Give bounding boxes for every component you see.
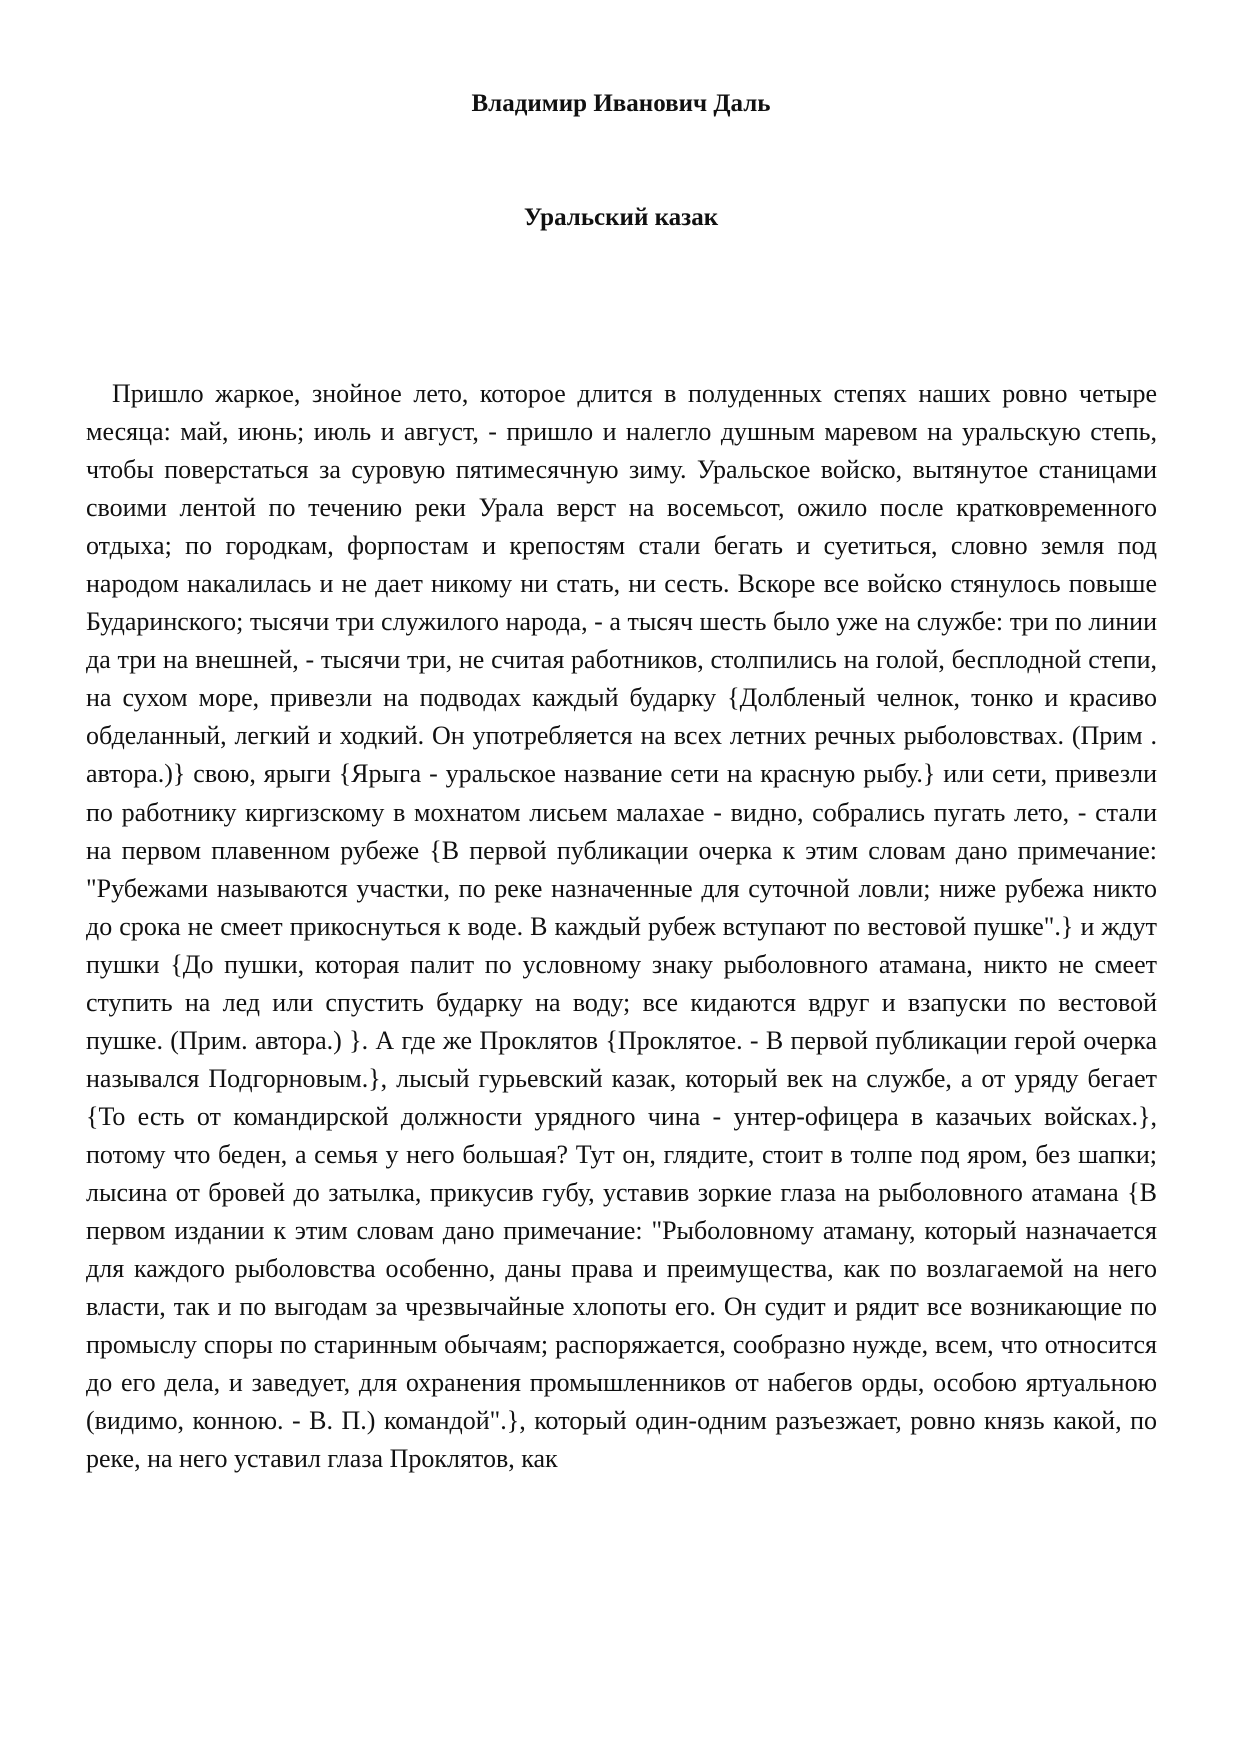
story-title: Уральский казак	[523, 204, 719, 231]
author-name: Владимир Иванович Даль	[471, 90, 771, 117]
body-paragraph: Пришло жаркое, знойное лето, которое длится в полуденных степях наших ровно четыре месяца: май, июнь; июль и август, - пришло и налегло душным маревом на уральскую степь, чтобы поверстаться за суровую пятимесячную зиму. Уральское войско, вытянутое станицами своими лентой по течению реки Урала верст на восемьсот, ожило после кратковременного отдыха; по городкам, форпостам и крепостям стали бегать и суетиться, словно земля под народом накалилась и не дает никому ни стать, ни сесть. Вскоре все войско стянулось повыше Бударинского; тысячи три служилого народа, - а тысяч шесть было уже на службе: три по линии да три на внешней, - тысячи три, не считая работников, столпились на голой, бесплодной степи, на сухом море, привезли на подводах каждый бударку {Долбленый челнок, тонко и красиво обделанный, легкий и ходкий. Он употребляется на всех летних речных рыболовствах. (Прим . автора.)} свою, ярыги {Ярыга - уральское название сети на красную рыбу.} или сети, привезли по работнику киргизскому в мохнатом лисьем малахае - видно, собрались пугать лето, - стали на первом плавенном рубеже {В первой публикации очерка к этим словам дано примечание: "Рубежами называются участки, по реке назначенные для суточной ловли; ниже рубежа никто до срока не смеет прикоснуться к воде. В каждый рубеж вступают по вестовой пушке".} и ждут пушки {До пушки, которая палит по условному знаку рыболовного атамана, никто не смеет ступить на лед или спустить бударку на воду; все кидаются вдруг и взапуски по вестовой пушке. (Прим. автора.) }. А где же Проклятов {Проклятое. - В первой публикации герой очерка назывался Подгорновым.}, лысый гурьевский казак, который век на службе, а от уряду бегает {То есть от командирской должности урядного чина - унтер-офицера в казачьих войсках.}, потому что беден, а семья у него большая? Тут он, глядите, стоит в толпе под яром, без шапки; лысина от бровей до затылка, прикусив губу, уставив зоркие глаза на рыболовного атамана {В первом издании к этим словам дано примечание: "Рыболовному атаману, который назначается для каждого рыболовства особенно, даны права и преимущества, как по возлагаемой на него власти, так и по выгодам за чрезвычайные хлопоты его. Он судит и рядит все возникающие по промыслу споры по старинным обычаям; распоряжается, сообразно нужде, всем, что относится до его дела, и заведует, для охранения промышленников от набегов орды, особою яртуальною (видимо, конною. - В. П.) командой".}, который один-одним разъезжает, ровно князь какой, по реке, на него уставил глаза Проклятов, как	[86, 379, 1157, 1474]
